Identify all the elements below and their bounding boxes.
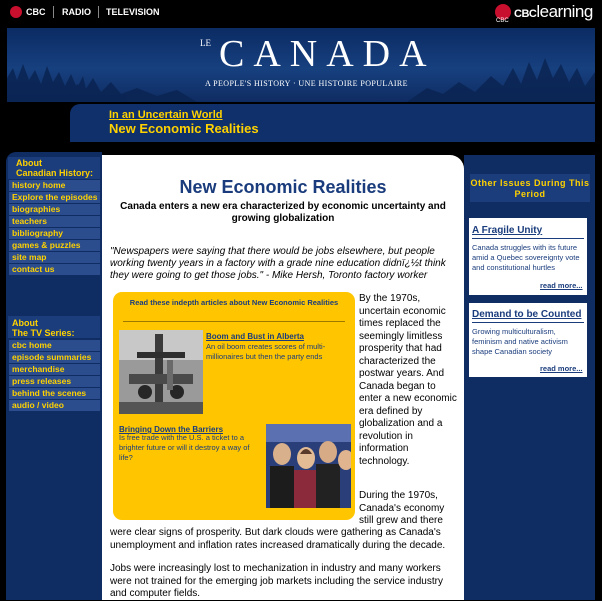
menu-merchandise[interactable]: merchandise	[9, 364, 100, 375]
menu-site-map[interactable]: site map	[9, 252, 100, 263]
issue-demand-counted-read-more[interactable]: read more...	[540, 364, 583, 373]
menu-contact-us[interactable]: contact us	[9, 264, 100, 275]
banner-subtitle: A PEOPLE'S HISTORY · UNE HISTOIRE POPULAIRE	[205, 79, 408, 88]
menu-cbc-home[interactable]: cbc home	[9, 340, 100, 351]
cbc-logo-label: CBC	[496, 18, 509, 24]
issue-fragile-unity-read-more[interactable]: read more...	[540, 281, 583, 290]
paragraph-2-rest: were clear signs of prosperity. But dark clouds were gathering as Canada's unemployment and inflation rates increased dramatically during the decade.	[110, 527, 446, 551]
menu-episode-summaries[interactable]: episode summaries	[9, 352, 100, 363]
about-history-line2: Canadian History:	[16, 168, 94, 178]
oil-rig-photo[interactable]	[119, 330, 203, 414]
quote: "Newspapers were saying that there would be jobs elsewhere, but people working twenty years in a factory with a grade nine education didnï¿½t think they were going to get those jobs." - Mike Hersh, Toronto factory worker	[110, 246, 446, 281]
history-menu	[9, 180, 100, 276]
article-barriers-link[interactable]: Bringing Down the Barriers	[119, 425, 224, 434]
television-link[interactable]: TELEVISION	[106, 7, 160, 17]
menu-bibliography[interactable]: bibliography	[9, 228, 100, 239]
radio-link[interactable]: RADIO	[62, 7, 91, 17]
tv-menu	[9, 340, 100, 412]
articles-panel-heading: Read these indepth articles about New Economic Realities	[129, 298, 339, 307]
about-history-line1: About	[16, 158, 42, 168]
issue-demand-counted-desc: Growing multiculturalism, feminism and native activism shape Canadian society	[472, 327, 568, 356]
banner	[7, 28, 595, 102]
page-subtitle: Canada enters a new era characterized by economic uncertainty and growing globalization	[120, 201, 446, 224]
about-tv-line1: About	[12, 318, 38, 328]
paragraph-3: Jobs were increasingly lost to mechanization in industry and many workers were not trained for the emerging job markets including the service industry and computer fields.	[110, 563, 443, 599]
banner-title: CANADA	[219, 33, 436, 75]
intro-paragraph: By the 1970s, uncertain economic times replaced the seemingly limitless prosperity that had characterized the postwar years. And Canada began to enter a new economic era defined by globalization and a revolution in information technology.	[359, 293, 457, 467]
menu-audio-video[interactable]: audio / video	[9, 400, 100, 411]
issue-fragile-unity-desc: Canada struggles with its future amid a Quebec sovereignty vote and constitutional hurtles	[472, 243, 580, 272]
issue-fragile-unity-link[interactable]: A Fragile Unity	[472, 225, 543, 236]
menu-biographies[interactable]: biographies	[9, 204, 100, 215]
cbc-learning-word: learning	[536, 2, 593, 21]
menu-games-puzzles[interactable]: games & puzzles	[9, 240, 100, 251]
about-tv-line2: The TV Series:	[12, 328, 75, 338]
menu-teachers[interactable]: teachers	[9, 216, 100, 227]
era-link[interactable]: In an Uncertain World	[109, 109, 223, 121]
other-issues-header: Other Issues During This Period	[470, 178, 590, 199]
about-tv-header	[12, 318, 75, 338]
divider	[53, 6, 54, 18]
issue-divider	[472, 322, 584, 323]
cbc-link[interactable]: CBC	[26, 7, 46, 17]
issue-divider	[472, 238, 584, 239]
menu-explore-episodes[interactable]: Explore the episodes	[9, 192, 100, 203]
articles-divider	[123, 321, 345, 322]
about-history-header	[16, 158, 93, 178]
section-title: New Economic Realities	[109, 121, 259, 136]
article-boom-bust-link[interactable]: Boom and Bust in Alberta	[206, 332, 304, 341]
divider	[98, 6, 99, 18]
cbc-gem-icon	[10, 6, 22, 18]
cbc-learning-cbc: CBC	[514, 8, 537, 20]
menu-behind-scenes[interactable]: behind the scenes	[9, 388, 100, 399]
article-boom-bust-desc: An oil boom creates scores of multi-millionaires but then the party ends	[206, 342, 326, 361]
banner-le: LE	[200, 38, 211, 48]
menu-history-home[interactable]: history home	[9, 180, 100, 191]
top-bar	[0, 0, 602, 26]
article-barriers-desc: Is free trade with the U.S. a ticket to a brighter future or will it destroy a way of life?	[119, 433, 250, 462]
page-title: New Economic Realities	[179, 177, 387, 197]
paragraph-2-start: During the 1970s, Canada's economy still grew and there	[359, 490, 445, 526]
menu-press-releases[interactable]: press releases	[9, 376, 100, 387]
cbc-learning-logo[interactable]	[514, 2, 593, 22]
issue-demand-counted-link[interactable]: Demand to be Counted	[472, 309, 582, 320]
leaders-photo[interactable]	[266, 424, 351, 508]
